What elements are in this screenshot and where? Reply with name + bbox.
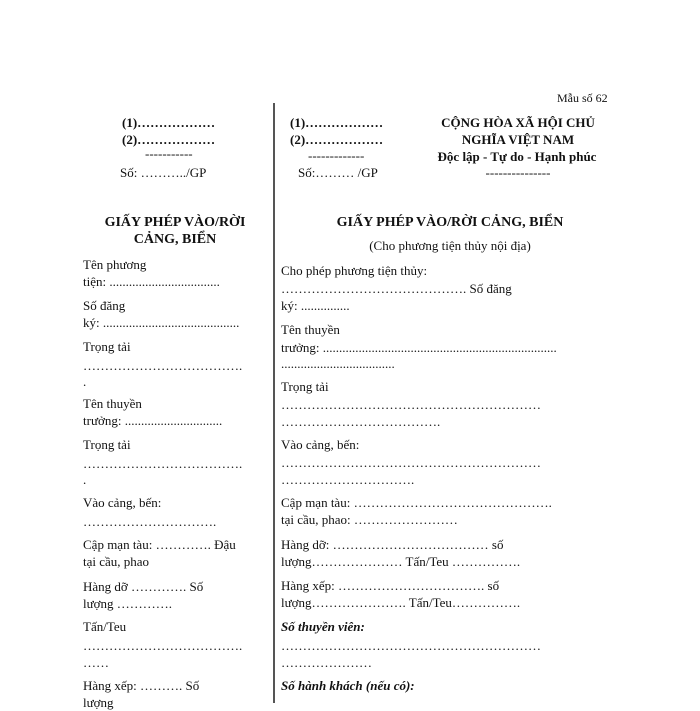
load-line-2: lượng bbox=[83, 695, 114, 710]
captain-field: trưởng: .............................. bbox=[83, 413, 223, 428]
teu-field-end: …… bbox=[83, 655, 109, 670]
tonnage2-label: Trọng tải bbox=[83, 437, 131, 452]
left-header-dash: ----------- bbox=[145, 146, 193, 161]
right-port-field-2: …………………………. bbox=[281, 472, 415, 487]
crew-count-field: …………………………………………………… bbox=[281, 638, 541, 653]
right-berth-line-2: tại cầu, phao: …………………… bbox=[281, 512, 458, 527]
right-tonnage-field: …………………………………………………… bbox=[281, 397, 541, 412]
right-tonnage-field-2: ………………………………. bbox=[281, 414, 441, 429]
right-port-field: …………………………………………………… bbox=[281, 455, 541, 470]
berth-line-1: Cập mạn tàu: …………. Đậu bbox=[83, 537, 236, 552]
country-name-line-1: CỘNG HÒA XÃ HỘI CHỦ bbox=[441, 115, 595, 130]
right-load-line-1: Hàng xếp: ……………………………. số bbox=[281, 578, 500, 593]
tonnage2-field-end: . bbox=[83, 472, 87, 487]
permit-label: Cho phép phương tiện thủy: bbox=[281, 263, 428, 278]
column-divider bbox=[273, 103, 275, 703]
load-line-1: Hàng xếp: ………. Số bbox=[83, 678, 200, 693]
right-port-label: Vào cảng, bến: bbox=[281, 437, 360, 452]
right-load-line-2: lượng…………………. Tấn/Teu……………. bbox=[281, 595, 521, 610]
right-captain-label: Tên thuyền bbox=[281, 322, 340, 337]
country-name-line-2: NGHĨA VIỆT NAM bbox=[461, 132, 575, 147]
left-permit-number: Số: ………../GP bbox=[120, 165, 207, 180]
berth-line-2: tại cầu, phao bbox=[83, 554, 150, 569]
right-captain-field-2: ................................... bbox=[281, 356, 395, 371]
left-org-line-2: (2)……………… bbox=[122, 132, 216, 147]
tonnage-label: Trọng tải bbox=[83, 339, 131, 354]
right-permit-number: Số:……… /GP bbox=[298, 165, 378, 180]
right-unload-line-1: Hàng dỡ: ……………………………… số bbox=[281, 537, 504, 552]
vessel-name-label: Tên phương bbox=[83, 257, 147, 272]
vessel-name-field: tiện: .................................. bbox=[83, 274, 220, 289]
unload-line-2: lượng …………. bbox=[83, 596, 173, 611]
motto-dash: --------------- bbox=[485, 165, 551, 180]
right-subtitle: (Cho phương tiện thủy nội địa) bbox=[369, 238, 531, 253]
permit-registration: ký: ............... bbox=[281, 298, 350, 313]
left-title-line-2: CẢNG, BIỂN bbox=[133, 232, 217, 247]
left-org-line-1: (1)……………… bbox=[122, 115, 216, 130]
port-label: Vào cảng, bến: bbox=[83, 495, 162, 510]
tonnage2-field: ………………………………. bbox=[83, 456, 243, 471]
tonnage-field-end: . bbox=[83, 374, 87, 389]
crew-count-field-2: ………………… bbox=[281, 655, 372, 670]
registration-field: ký: .......................................... bbox=[83, 315, 240, 330]
teu-label: Tấn/Teu bbox=[83, 619, 127, 634]
right-captain-field: trưởng: ........................................................................ bbox=[281, 340, 557, 355]
form-number: Mẫu số 62 bbox=[557, 91, 608, 105]
right-berth-line-1: Cập mạn tàu: ………………………………………. bbox=[281, 495, 552, 510]
right-unload-line-2: lượng………………… Tấn/Teu ……………. bbox=[281, 554, 521, 569]
permit-field: ……………………………………. Số đăng bbox=[281, 281, 512, 296]
left-title-line-1: GIẤY PHÉP VÀO/RỜI bbox=[104, 215, 246, 230]
teu-field: ………………………………. bbox=[83, 638, 243, 653]
right-org-line-2: (2)……………… bbox=[290, 132, 384, 147]
unload-line-1: Hàng dỡ …………. Số bbox=[83, 579, 204, 594]
tonnage-field: ………………………………. bbox=[83, 358, 243, 373]
passenger-count-label: Số hành khách (nếu có): bbox=[281, 678, 415, 693]
registration-label: Số đăng bbox=[83, 298, 126, 313]
right-org-line-1: (1)……………… bbox=[290, 115, 384, 130]
right-tonnage-label: Trọng tải bbox=[281, 379, 329, 394]
captain-label: Tên thuyền bbox=[83, 396, 142, 411]
national-motto: Độc lập - Tự do - Hạnh phúc bbox=[437, 149, 597, 164]
right-title: GIẤY PHÉP VÀO/RỜI CẢNG, BIỂN bbox=[336, 215, 564, 230]
port-field: …………………………. bbox=[83, 514, 217, 529]
crew-count-label: Số thuyền viên: bbox=[281, 619, 365, 634]
right-header-dash: ------------- bbox=[308, 148, 365, 163]
